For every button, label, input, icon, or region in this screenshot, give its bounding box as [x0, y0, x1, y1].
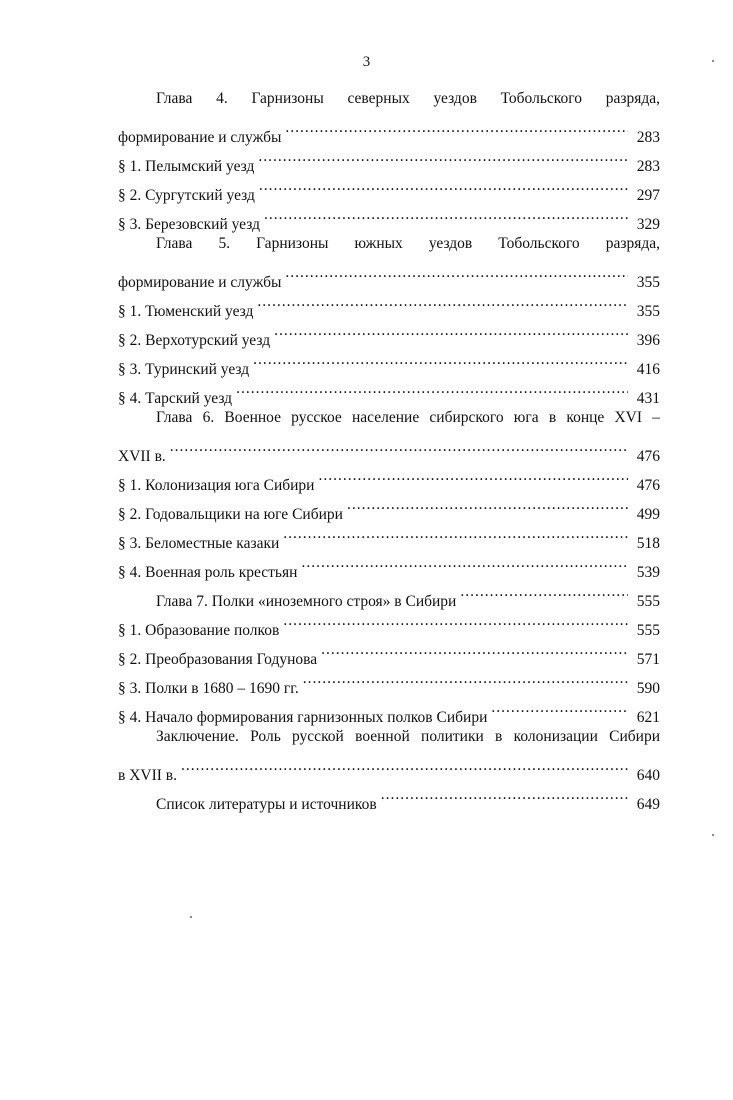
- dot-leader: [303, 664, 628, 693]
- toc-entry-title: § 4. Начало формирования гарнизонных полков Сибири: [118, 709, 488, 726]
- toc-line: [118, 258, 660, 291]
- toc-page-number: 649: [636, 796, 660, 813]
- toc-page-number: 431: [636, 390, 660, 407]
- toc-line: [118, 113, 660, 146]
- toc-page-number: 621: [636, 709, 660, 726]
- toc-page-number: 640: [636, 767, 660, 784]
- toc-entry-title: § 1. Тюменский уезд: [118, 303, 254, 320]
- dot-leader: [285, 258, 628, 287]
- toc-page-number: 539: [636, 564, 660, 581]
- toc-entry-title: Глава 7. Полки «иноземного строя» в Сибири: [156, 593, 457, 610]
- dot-leader: [236, 374, 628, 403]
- toc-entry-title: Список литературы и источников: [156, 796, 377, 813]
- toc-line: [118, 461, 660, 494]
- toc-line: [118, 432, 660, 465]
- toc-entry-title: § 2. Сургутский уезд: [118, 187, 255, 204]
- dot-leader: [301, 548, 628, 577]
- toc-entry-title: § 4. Военная роль крестьян: [118, 564, 298, 581]
- dot-leader: [253, 345, 628, 374]
- dot-leader: [264, 200, 628, 229]
- scan-speck: [712, 60, 714, 62]
- toc-entry-title: § 2. Годовальщики на юге Сибири: [118, 506, 343, 523]
- toc-entry-title: § 1. Колонизация юга Сибири: [118, 477, 315, 494]
- toc-page-number: 396: [636, 332, 660, 349]
- toc-page-number: 355: [636, 303, 660, 320]
- dot-leader: [460, 577, 628, 606]
- dot-leader: [258, 142, 628, 171]
- toc-entry-title: § 1. Образование полков: [118, 622, 280, 639]
- toc-entry-title: формирование и службы: [118, 274, 282, 291]
- toc-entry-title: § 3. Березовский уезд: [118, 216, 260, 233]
- toc-heading-line: Заключение. Роль русской военной политики в колонизации Сибири: [156, 728, 660, 745]
- dot-leader: [170, 432, 628, 461]
- toc-line: [118, 751, 660, 784]
- scan-speck: [712, 834, 714, 836]
- toc-page-number: 499: [636, 506, 660, 523]
- toc-entry-title: § 2. Верхотурский уезд: [118, 332, 271, 349]
- toc-entry-title: в XVII в.: [118, 767, 177, 784]
- toc-page-number: 518: [636, 535, 660, 552]
- toc-heading-line: Глава 4. Гарнизоны северных уездов Тобольского разряда,: [156, 90, 660, 107]
- dot-leader: [381, 780, 628, 809]
- dot-leader: [321, 635, 628, 664]
- scan-speck: [190, 916, 192, 918]
- toc-heading-line: Глава 5. Гарнизоны южных уездов Тобольского разряда,: [156, 235, 660, 252]
- dot-leader: [283, 606, 628, 635]
- dot-leader: [274, 316, 628, 345]
- toc-page-number: 476: [636, 448, 660, 465]
- toc-page-number: 329: [636, 216, 660, 233]
- table-of-contents: [118, 84, 660, 813]
- toc-page-number: 590: [636, 680, 660, 697]
- toc-line: [118, 780, 660, 813]
- page-number: 3: [362, 54, 371, 70]
- toc-page-number: 571: [636, 651, 660, 668]
- toc-entry-title: § 3. Беломестные казаки: [118, 535, 280, 552]
- toc-page-number: 555: [636, 593, 660, 610]
- toc-entry-title: § 4. Тарский уезд: [118, 390, 233, 407]
- toc-entry-title: § 3. Туринский уезд: [118, 361, 250, 378]
- toc-entry-title: § 2. Преобразования Годунова: [118, 651, 318, 668]
- toc-page-number: 416: [636, 361, 660, 378]
- toc-page-number: 476: [636, 477, 660, 494]
- dot-leader: [491, 693, 628, 722]
- toc-entry-title: § 3. Полки в 1680 – 1690 гг.: [118, 680, 299, 697]
- toc-page-number: 355: [636, 274, 660, 291]
- toc-heading-line: Глава 6. Военное русское население сибирского юга в конце XVI –: [156, 409, 660, 426]
- dot-leader: [257, 287, 628, 316]
- toc-page-number: 283: [636, 129, 660, 146]
- dot-leader: [347, 490, 628, 519]
- toc-page-number: 297: [636, 187, 660, 204]
- toc-page-number: 283: [636, 158, 660, 175]
- dot-leader: [181, 751, 628, 780]
- dot-leader: [318, 461, 628, 490]
- toc-entry-title: § 1. Пелымский уезд: [118, 158, 255, 175]
- toc-entry-title: XVII в.: [118, 448, 166, 465]
- dot-leader: [285, 113, 628, 142]
- dot-leader: [259, 171, 628, 200]
- dot-leader: [283, 519, 628, 548]
- toc-entry-title: формирование и службы: [118, 129, 282, 146]
- toc-page-number: 555: [636, 622, 660, 639]
